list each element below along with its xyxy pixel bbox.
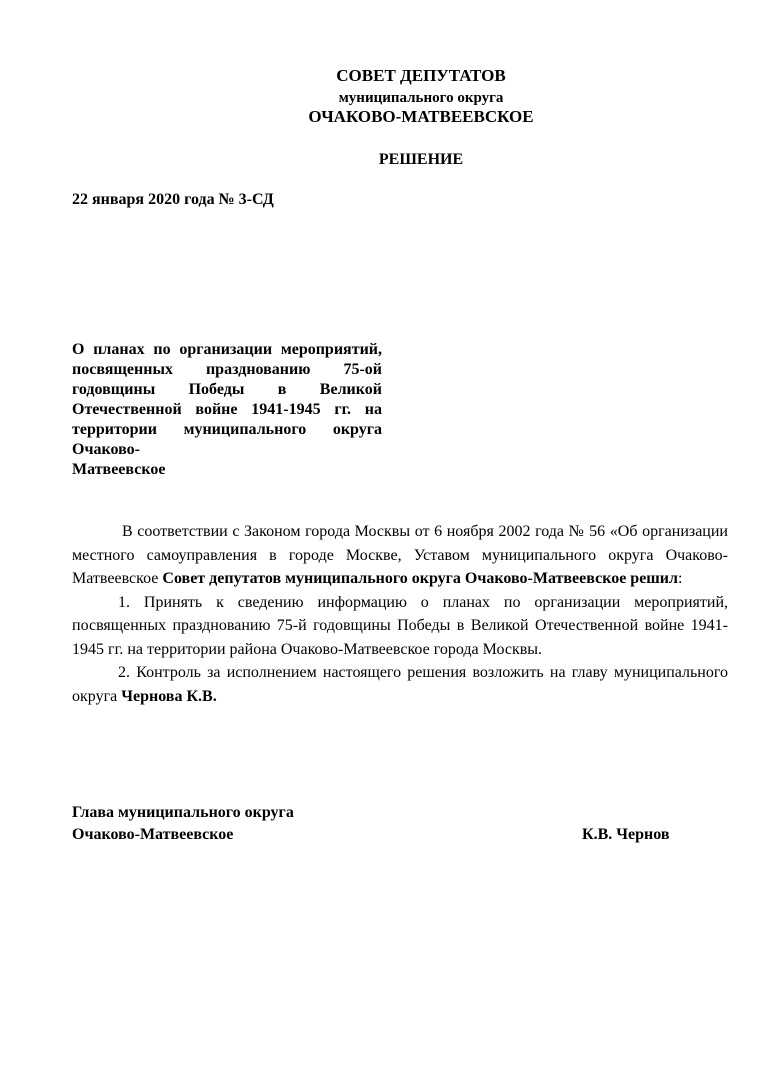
district-name: ОЧАКОВО-МАТВЕЕВСКОЕ (308, 107, 534, 126)
signature-title (72, 802, 294, 846)
preamble-paragraph (72, 520, 728, 591)
item-2-bold: Чернова К.В. (121, 687, 217, 705)
item-1-text: 1. Принять к сведению информацию о планах по организации мероприятий, посвященных празднованию 75-й годовщины Победы в Великой Отечественной войне 1941-1945 гг. на территории района Очаково-Матвеевское города Москвы. (72, 593, 728, 658)
subject-text: О планах по организации мероприятий, посвященных празднованию 75-ой годовщины Победы в Великой Отечественной войне 1941-1945 гг. на территории муниципального округа Очаково- (72, 341, 382, 458)
signature-name: К.В. Чернов (582, 826, 670, 843)
subject-last-line: Матвеевское (72, 461, 166, 478)
decision-item-2 (72, 661, 728, 708)
decision-body (72, 520, 728, 708)
signature-title-line-1: Глава муниципального округа (72, 804, 294, 821)
document-type: РЕШЕНИЕ (378, 151, 464, 168)
item-2-text: 2. Контроль за исполнением настоящего решения возложить на главу муниципального округа (72, 664, 728, 705)
date-and-number: 22 января 2020 года № 3-СД (72, 191, 274, 208)
signature-title-line-2: Очаково-Матвеевское (72, 826, 234, 843)
organization-title: СОВЕТ ДЕПУТАТОВ (336, 66, 506, 85)
organization-subtitle: муниципального округа (338, 90, 504, 106)
preamble-bold: Совет депутатов муниципального округа Очаково-Матвеевское решил (162, 570, 678, 587)
preamble-end: : (678, 570, 683, 587)
decision-item-1 (72, 591, 728, 662)
decision-subject (72, 340, 382, 480)
preamble-text: В соответствии с Законом города Москвы от 6 ноября 2002 года № 56 «Об организации местного самоуправления в городе Москве, Уставом муниципального округа Очаково-Матвеевское (72, 523, 728, 587)
